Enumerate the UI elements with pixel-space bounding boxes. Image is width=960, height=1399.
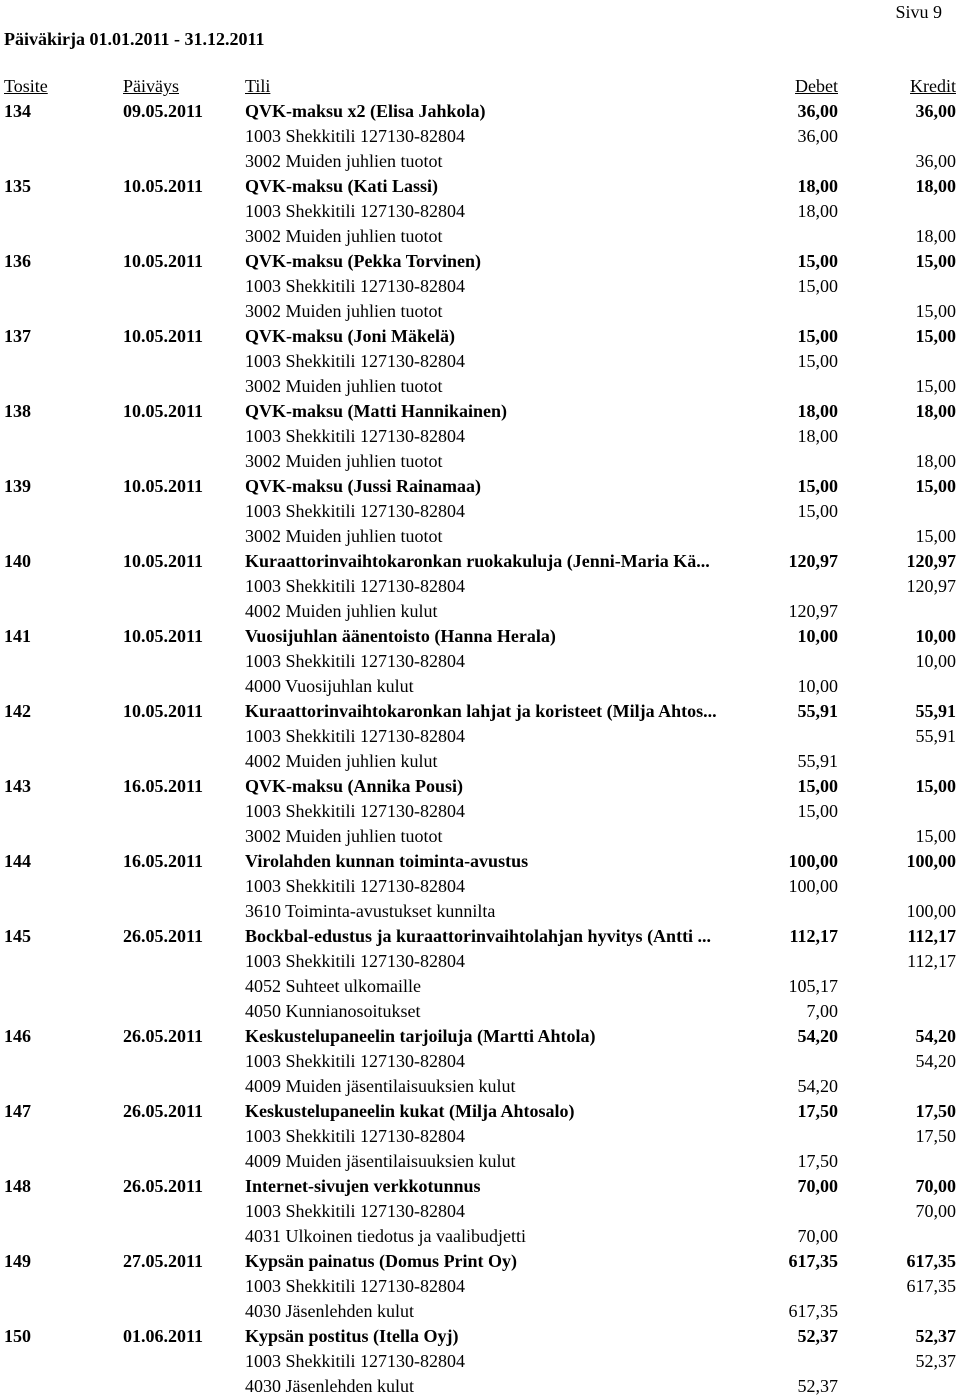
line-account: 3002 Muiden juhlien tuotot <box>245 451 443 471</box>
entry-line-row <box>0 1274 960 1299</box>
entry-description: Kuraattorinvaihtokaronkan ruokakuluja (Jenni-Maria Kä... <box>245 551 710 571</box>
entry-line-row <box>0 974 960 999</box>
entry-description: QVK-maksu x2 (Elisa Jahkola) <box>245 101 486 121</box>
entry-number: 145 <box>4 926 31 946</box>
entry-header-row <box>0 174 960 199</box>
entry-header-row <box>0 624 960 649</box>
entry-date: 16.05.2011 <box>123 776 204 796</box>
entry-line-row <box>0 299 960 324</box>
entry-line-row <box>0 1074 960 1099</box>
entry-debet: 54,20 <box>797 1026 838 1046</box>
entry-number: 148 <box>4 1176 31 1196</box>
entry-kredit: 15,00 <box>915 326 956 346</box>
line-debet: 120,97 <box>788 601 838 621</box>
page-number: Sivu 9 <box>895 2 942 22</box>
entry-date: 27.05.2011 <box>123 1251 204 1271</box>
entry-line-row <box>0 1374 960 1399</box>
line-account: 4002 Muiden juhlien kulut <box>245 601 438 621</box>
entry-line-row <box>0 424 960 449</box>
entry-kredit: 100,00 <box>906 851 956 871</box>
line-account: 4052 Suhteet ulkomaille <box>245 976 421 996</box>
line-account: 1003 Shekkitili 127130-82804 <box>245 426 465 446</box>
entry-kredit: 112,17 <box>907 926 956 946</box>
entry-kredit: 54,20 <box>915 1026 956 1046</box>
column-header-date: Päiväys <box>123 76 179 96</box>
line-debet: 15,00 <box>797 351 838 371</box>
entry-header-row <box>0 1024 960 1049</box>
entry-kredit: 15,00 <box>915 251 956 271</box>
line-account: 4050 Kunnianosoitukset <box>245 1001 421 1021</box>
column-header-row <box>0 74 960 98</box>
document-title: Päiväkirja 01.01.2011 - 31.12.2011 <box>4 29 265 49</box>
entry-debet: 15,00 <box>797 776 838 796</box>
entry-date: 01.06.2011 <box>123 1326 204 1346</box>
entry-header-row <box>0 399 960 424</box>
column-header-kredit: Kredit <box>910 76 956 96</box>
line-debet: 617,35 <box>788 1301 838 1321</box>
line-account: 1003 Shekkitili 127130-82804 <box>245 876 465 896</box>
entry-line-row <box>0 199 960 224</box>
entry-date: 26.05.2011 <box>123 1101 204 1121</box>
entry-date: 10.05.2011 <box>123 476 204 496</box>
entry-kredit: 18,00 <box>915 176 956 196</box>
entry-number: 135 <box>4 176 31 196</box>
entry-debet: 55,91 <box>797 701 838 721</box>
entry-line-row <box>0 449 960 474</box>
entry-number: 136 <box>4 251 31 271</box>
entry-header-row <box>0 699 960 724</box>
entry-number: 139 <box>4 476 31 496</box>
line-debet: 7,00 <box>806 1001 838 1021</box>
entry-header-row <box>0 774 960 799</box>
entry-header-row <box>0 924 960 949</box>
entry-header-row <box>0 1249 960 1274</box>
entry-number: 138 <box>4 401 31 421</box>
line-debet: 54,20 <box>797 1076 838 1096</box>
column-header-tosite: Tosite <box>4 76 48 96</box>
entry-date: 26.05.2011 <box>123 1176 204 1196</box>
entry-line-row <box>0 1349 960 1374</box>
entry-line-row <box>0 649 960 674</box>
line-account: 1003 Shekkitili 127130-82804 <box>245 351 465 371</box>
line-account: 1003 Shekkitili 127130-82804 <box>245 126 465 146</box>
entry-line-row <box>0 1124 960 1149</box>
entry-debet: 18,00 <box>797 176 838 196</box>
line-kredit: 100,00 <box>906 901 956 921</box>
line-debet: 17,50 <box>797 1151 838 1171</box>
line-account: 4031 Ulkoinen tiedotus ja vaalibudjetti <box>245 1226 526 1246</box>
entry-number: 142 <box>4 701 31 721</box>
entry-line-row <box>0 599 960 624</box>
line-kredit: 18,00 <box>915 451 956 471</box>
line-account: 4030 Jäsenlehden kulut <box>245 1376 414 1396</box>
entry-description: Keskustelupaneelin kukat (Milja Ahtosalo) <box>245 1101 575 1121</box>
entry-description: Kypsän painatus (Domus Print Oy) <box>245 1251 518 1271</box>
line-account: 4000 Vuosijuhlan kulut <box>245 676 414 696</box>
entry-line-row <box>0 499 960 524</box>
entry-line-row <box>0 224 960 249</box>
entry-date: 26.05.2011 <box>123 1026 204 1046</box>
line-kredit: 17,50 <box>915 1126 956 1146</box>
entry-header-row <box>0 549 960 574</box>
entry-line-row <box>0 1199 960 1224</box>
entry-number: 147 <box>4 1101 31 1121</box>
entry-number: 140 <box>4 551 31 571</box>
line-kredit: 54,20 <box>915 1051 956 1071</box>
line-account: 4009 Muiden jäsentilaisuuksien kulut <box>245 1151 516 1171</box>
line-account: 1003 Shekkitili 127130-82804 <box>245 1276 465 1296</box>
line-debet: 105,17 <box>788 976 838 996</box>
entry-line-row <box>0 1224 960 1249</box>
journal-entries <box>0 99 960 1399</box>
entry-debet: 120,97 <box>788 551 838 571</box>
entry-debet: 112,17 <box>789 926 838 946</box>
column-header-tili: Tili <box>245 76 271 96</box>
entry-header-row <box>0 1174 960 1199</box>
line-account: 3002 Muiden juhlien tuotot <box>245 826 443 846</box>
entry-line-row <box>0 274 960 299</box>
entry-line-row <box>0 799 960 824</box>
entry-number: 134 <box>4 101 31 121</box>
line-account: 4030 Jäsenlehden kulut <box>245 1301 414 1321</box>
entry-line-row <box>0 349 960 374</box>
line-account: 1003 Shekkitili 127130-82804 <box>245 501 465 521</box>
entry-line-row <box>0 524 960 549</box>
entry-number: 144 <box>4 851 31 871</box>
line-account: 1003 Shekkitili 127130-82804 <box>245 576 465 596</box>
entry-description: QVK-maksu (Kati Lassi) <box>245 176 439 196</box>
entry-kredit: 15,00 <box>915 776 956 796</box>
line-account: 1003 Shekkitili 127130-82804 <box>245 726 465 746</box>
entry-number: 149 <box>4 1251 31 1271</box>
line-kredit: 112,17 <box>907 951 956 971</box>
line-debet: 100,00 <box>788 876 838 896</box>
entry-kredit: 617,35 <box>906 1251 956 1271</box>
entry-kredit: 10,00 <box>915 626 956 646</box>
entry-line-row <box>0 124 960 149</box>
line-debet: 36,00 <box>797 126 838 146</box>
line-account: 4009 Muiden jäsentilaisuuksien kulut <box>245 1076 516 1096</box>
line-debet: 10,00 <box>797 676 838 696</box>
entry-description: QVK-maksu (Matti Hannikainen) <box>245 401 508 421</box>
entry-date: 10.05.2011 <box>123 251 204 271</box>
entry-date: 16.05.2011 <box>123 851 204 871</box>
entry-line-row <box>0 1149 960 1174</box>
entry-description: Bockbal-edustus ja kuraattorinvaihtolahjan hyvitys (Antti ... <box>245 926 712 946</box>
entry-number: 141 <box>4 626 31 646</box>
entry-date: 10.05.2011 <box>123 176 204 196</box>
entry-description: Kypsän postitus (Itella Oyj) <box>245 1326 459 1346</box>
line-account: 3002 Muiden juhlien tuotot <box>245 226 443 246</box>
entry-debet: 18,00 <box>797 401 838 421</box>
entry-date: 10.05.2011 <box>123 401 204 421</box>
entry-date: 10.05.2011 <box>123 551 204 571</box>
entry-line-row <box>0 674 960 699</box>
line-account: 4002 Muiden juhlien kulut <box>245 751 438 771</box>
line-kredit: 120,97 <box>906 576 956 596</box>
entry-description: QVK-maksu (Annika Pousi) <box>245 776 464 796</box>
entry-date: 10.05.2011 <box>123 701 204 721</box>
entry-header-row <box>0 249 960 274</box>
entry-header-row <box>0 99 960 124</box>
entry-date: 09.05.2011 <box>123 101 204 121</box>
entry-date: 10.05.2011 <box>123 326 204 346</box>
entry-description: QVK-maksu (Joni Mäkelä) <box>245 326 456 346</box>
entry-line-row <box>0 574 960 599</box>
entry-date: 26.05.2011 <box>123 926 204 946</box>
entry-kredit: 55,91 <box>915 701 956 721</box>
line-account: 1003 Shekkitili 127130-82804 <box>245 651 465 671</box>
entry-line-row <box>0 899 960 924</box>
entry-debet: 52,37 <box>797 1326 838 1346</box>
line-account: 3002 Muiden juhlien tuotot <box>245 526 443 546</box>
line-account: 3610 Toiminta-avustukset kunnilta <box>245 901 496 921</box>
entry-line-row <box>0 724 960 749</box>
line-debet: 70,00 <box>797 1226 838 1246</box>
entry-date: 10.05.2011 <box>123 626 204 646</box>
entry-debet: 15,00 <box>797 476 838 496</box>
entry-description: QVK-maksu (Jussi Rainamaa) <box>245 476 482 496</box>
line-account: 3002 Muiden juhlien tuotot <box>245 151 443 171</box>
entry-line-row <box>0 1299 960 1324</box>
line-debet: 15,00 <box>797 501 838 521</box>
line-account: 3002 Muiden juhlien tuotot <box>245 376 443 396</box>
entry-debet: 17,50 <box>797 1101 838 1121</box>
line-account: 1003 Shekkitili 127130-82804 <box>245 201 465 221</box>
line-kredit: 15,00 <box>915 826 956 846</box>
entry-kredit: 17,50 <box>915 1101 956 1121</box>
entry-debet: 70,00 <box>797 1176 838 1196</box>
entry-number: 143 <box>4 776 31 796</box>
line-account: 1003 Shekkitili 127130-82804 <box>245 1201 465 1221</box>
entry-kredit: 18,00 <box>915 401 956 421</box>
entry-line-row <box>0 999 960 1024</box>
entry-number: 146 <box>4 1026 31 1046</box>
line-debet: 18,00 <box>797 426 838 446</box>
line-kredit: 15,00 <box>915 301 956 321</box>
entry-header-row <box>0 1324 960 1349</box>
line-kredit: 15,00 <box>915 526 956 546</box>
line-debet: 55,91 <box>797 751 838 771</box>
entry-number: 150 <box>4 1326 31 1346</box>
entry-header-row <box>0 849 960 874</box>
line-debet: 15,00 <box>797 276 838 296</box>
line-kredit: 10,00 <box>915 651 956 671</box>
line-account: 1003 Shekkitili 127130-82804 <box>245 1051 465 1071</box>
entry-debet: 15,00 <box>797 251 838 271</box>
line-account: 1003 Shekkitili 127130-82804 <box>245 1126 465 1146</box>
entry-line-row <box>0 949 960 974</box>
line-kredit: 617,35 <box>906 1276 956 1296</box>
entry-kredit: 120,97 <box>906 551 956 571</box>
line-kredit: 55,91 <box>915 726 956 746</box>
entry-description: Vuosijuhlan äänentoisto (Hanna Herala) <box>245 626 556 646</box>
entry-debet: 15,00 <box>797 326 838 346</box>
entry-line-row <box>0 874 960 899</box>
entry-kredit: 70,00 <box>915 1176 956 1196</box>
entry-debet: 10,00 <box>797 626 838 646</box>
entry-header-row <box>0 474 960 499</box>
entry-header-row <box>0 1099 960 1124</box>
entry-debet: 617,35 <box>788 1251 838 1271</box>
entry-description: Virolahden kunnan toiminta-avustus <box>245 851 529 871</box>
column-header-debet: Debet <box>795 76 838 96</box>
entry-line-row <box>0 149 960 174</box>
entry-kredit: 15,00 <box>915 476 956 496</box>
entry-description: Kuraattorinvaihtokaronkan lahjat ja koristeet (Milja Ahtos... <box>245 701 717 721</box>
entry-line-row <box>0 749 960 774</box>
line-kredit: 15,00 <box>915 376 956 396</box>
entry-line-row <box>0 1049 960 1074</box>
line-account: 1003 Shekkitili 127130-82804 <box>245 1351 465 1371</box>
line-debet: 15,00 <box>797 801 838 821</box>
entry-line-row <box>0 374 960 399</box>
line-account: 1003 Shekkitili 127130-82804 <box>245 276 465 296</box>
entry-debet: 100,00 <box>788 851 838 871</box>
line-kredit: 18,00 <box>915 226 956 246</box>
entry-kredit: 36,00 <box>915 101 956 121</box>
entry-line-row <box>0 824 960 849</box>
entry-description: Internet-sivujen verkkotunnus <box>245 1176 481 1196</box>
line-account: 1003 Shekkitili 127130-82804 <box>245 801 465 821</box>
line-account: 3002 Muiden juhlien tuotot <box>245 301 443 321</box>
entry-number: 137 <box>4 326 31 346</box>
entry-kredit: 52,37 <box>915 1326 956 1346</box>
line-debet: 52,37 <box>797 1376 838 1396</box>
entry-header-row <box>0 324 960 349</box>
entry-description: Keskustelupaneelin tarjoiluja (Martti Ahtola) <box>245 1026 596 1046</box>
line-kredit: 52,37 <box>915 1351 956 1371</box>
line-kredit: 36,00 <box>915 151 956 171</box>
line-debet: 18,00 <box>797 201 838 221</box>
entry-description: QVK-maksu (Pekka Torvinen) <box>245 251 482 271</box>
line-kredit: 70,00 <box>915 1201 956 1221</box>
line-account: 1003 Shekkitili 127130-82804 <box>245 951 465 971</box>
entry-debet: 36,00 <box>797 101 838 121</box>
